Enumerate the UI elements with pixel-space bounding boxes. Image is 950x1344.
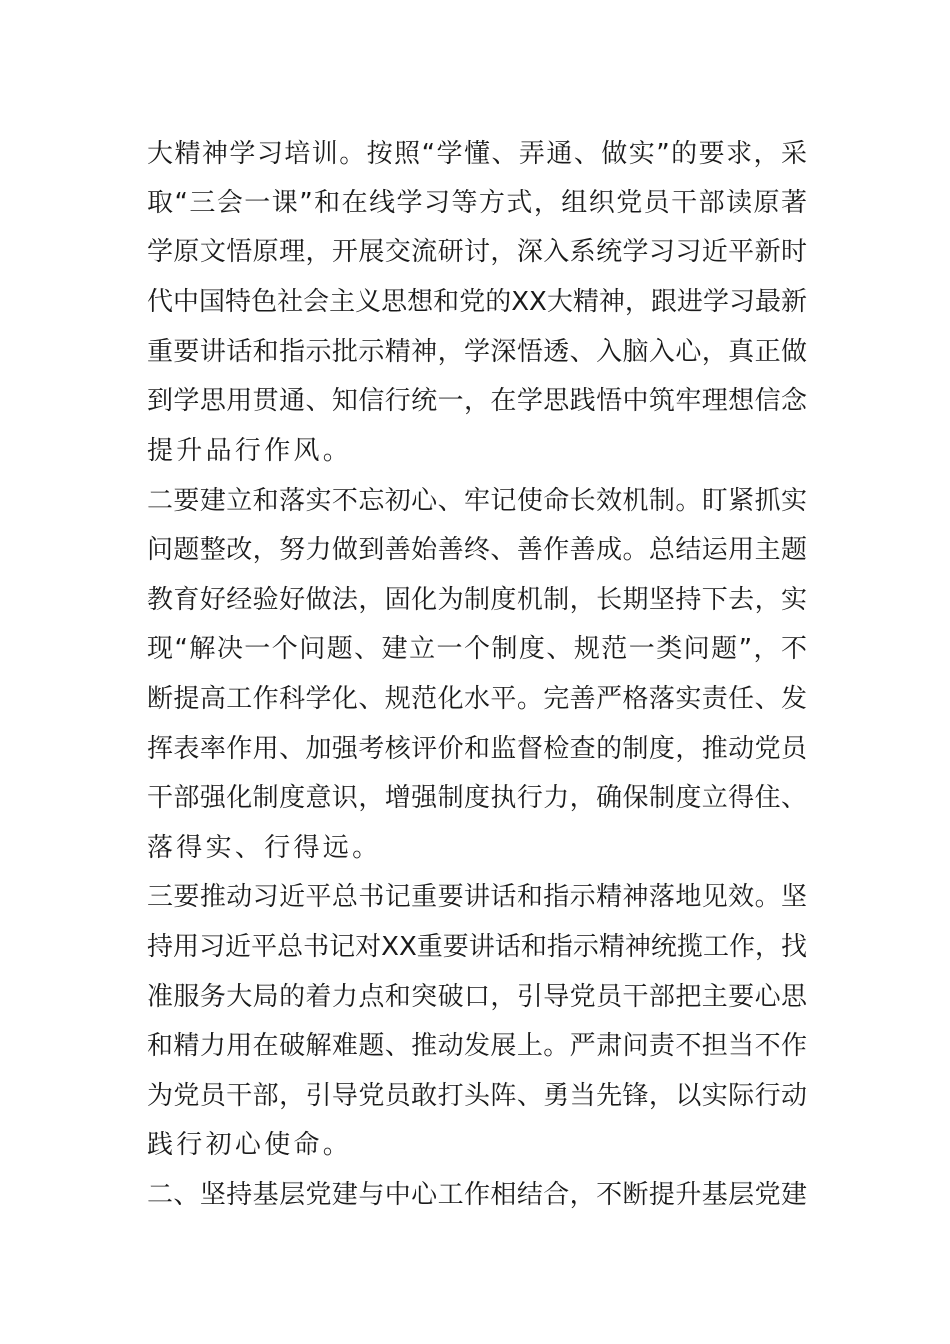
text-line: 提升品行作风。 — [147, 436, 353, 466]
text-line: 三要推动习近平总书记重要讲话和指示精神落地见效。坚 — [147, 882, 807, 912]
text-line: 教育好经验好做法，固化为制度机制，长期坚持下去，实 — [147, 585, 807, 615]
text-line: 断提高工作科学化、规范化水平。完善严格落实责任、发 — [147, 684, 807, 714]
text-line: 现“解决一个问题、建立一个制度、规范一类问题”，不 — [147, 634, 807, 664]
text-line: 重要讲话和指示批示精神，学深悟透、入脑入心，真正做 — [147, 337, 807, 367]
text-line: 二要建立和落实不忘初心、牢记使命长效机制。盯紧抓实 — [147, 486, 807, 516]
text-line: 落得实、行得远。 — [147, 833, 382, 863]
text-line: 取“三会一课”和在线学习等方式，组织党员干部读原著 — [147, 188, 807, 218]
text-line: 为党员干部，引导党员敢打头阵、勇当先锋，以实际行动 — [147, 1081, 807, 1111]
text-line: 代中国特色社会主义思想和党的XX大精神，跟进学习最新 — [147, 287, 807, 317]
text-line: 和精力用在破解难题、推动发展上。严肃问责不担当不作 — [147, 1031, 807, 1061]
text-line: 挥表率作用、加强考核评价和监督检查的制度，推动党员 — [147, 734, 807, 764]
text-line: 问题整改，努力做到善始善终、善作善成。总结运用主题 — [147, 535, 807, 565]
text-line: 大精神学习培训。按照“学懂、弄通、做实”的要求，采 — [147, 139, 807, 169]
text-line: 到学思用贯通、知信行统一，在学思践悟中筑牢理想信念 — [147, 386, 807, 416]
text-line: 干部强化制度意识，增强制度执行力，确保制度立得住、 — [147, 783, 807, 813]
text-line: 准服务大局的着力点和突破口，引导党员干部把主要心思 — [147, 982, 807, 1012]
text-line: 学原文悟原理，开展交流研讨，深入系统学习习近平新时 — [147, 237, 807, 267]
text-line: 持用习近平总书记对XX重要讲话和指示精神统揽工作，找 — [147, 932, 807, 962]
text-line: 二、坚持基层党建与中心工作相结合，不断提升基层党建 — [147, 1180, 807, 1210]
text-line: 践行初心使命。 — [147, 1130, 353, 1160]
